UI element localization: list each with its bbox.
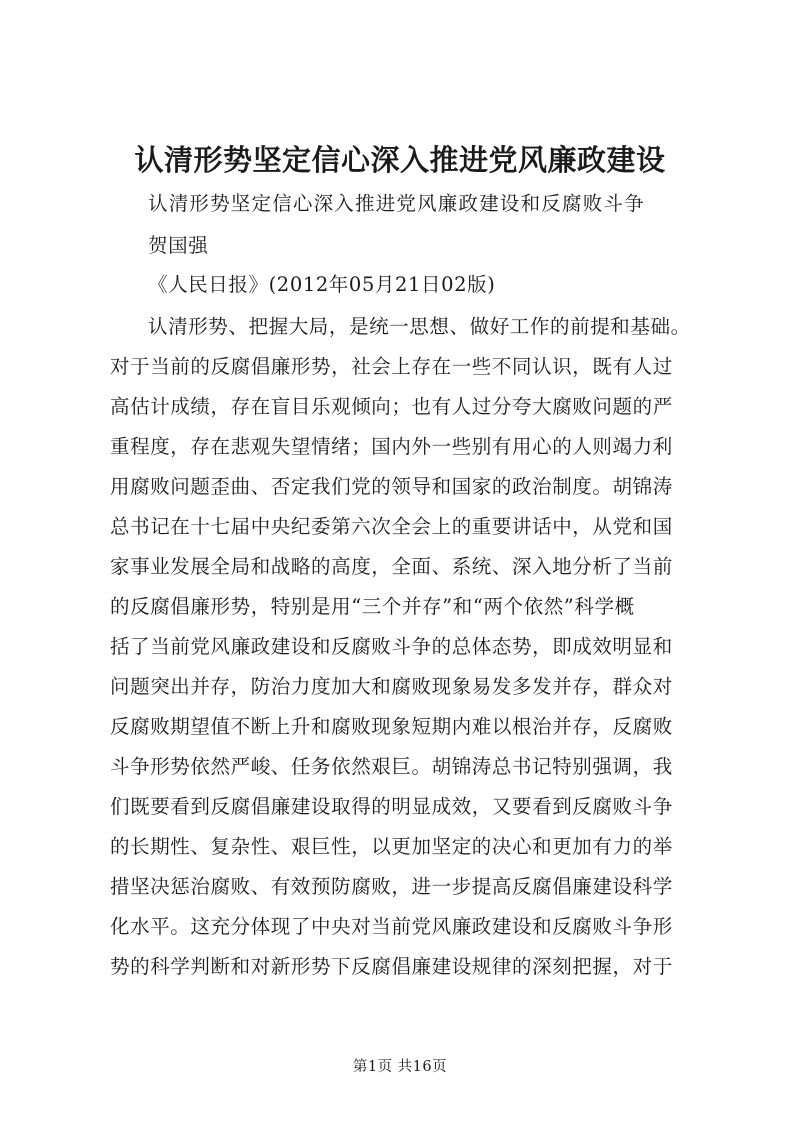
body-line: 的反腐倡廉形势，特别是用“三个并存”和“两个依然”科学概 bbox=[110, 595, 635, 618]
body-line: 高估计成绩，存在盲目乐观倾向；也有人过分夸大腐败问题的严 bbox=[110, 395, 673, 418]
body-line: 的长期性、复杂性、艰巨性，以更加坚定的决心和更加有力的举 bbox=[110, 835, 673, 858]
body-line: 势的科学判断和对新形势下反腐倡廉建设规律的深刻把握，对于 bbox=[110, 955, 673, 978]
body-line: 问题突出并存，防治力度加大和腐败现象易发多发并存，群众对 bbox=[110, 675, 673, 698]
body-line: 化水平。这充分体现了中央对当前党风廉政建设和反腐败斗争形 bbox=[110, 915, 673, 938]
body-line: 们既要看到反腐倡廉建设取得的明显成效，又要看到反腐败斗争 bbox=[110, 795, 673, 818]
page-number: 第1页 共16页 bbox=[352, 1059, 448, 1075]
body-line: 总书记在十七届中央纪委第六次全会上的重要讲话中，从党和国 bbox=[110, 515, 673, 538]
author: 贺国强 bbox=[148, 234, 209, 257]
body-line: 括了当前党风廉政建设和反腐败斗争的总体态势，即成效明显和 bbox=[110, 635, 673, 658]
body-line: 措坚决惩治腐败、有效预防腐败，进一步提高反腐倡廉建设科学 bbox=[110, 875, 673, 898]
body-line: 对于当前的反腐倡廉形势，社会上存在一些不同认识，既有人过 bbox=[110, 355, 673, 378]
body-line: 认清形势、把握大局，是统一思想、做好工作的前提和基础。 bbox=[148, 315, 691, 338]
body-line: 重程度，存在悲观失望情绪；国内外一些别有用心的人则竭力利 bbox=[110, 435, 673, 458]
source-line: 《人民日报》(2012年05月21日02版) bbox=[148, 273, 496, 296]
body-line: 斗争形势依然严峻、任务依然艰巨。胡锦涛总书记特别强调，我 bbox=[110, 755, 673, 778]
subtitle: 认清形势坚定信心深入推进党风廉政建设和反腐败斗争 bbox=[148, 192, 645, 215]
body-line: 用腐败问题歪曲、否定我们党的领导和国家的政治制度。胡锦涛 bbox=[110, 475, 673, 498]
body-line: 反腐败期望值不断上升和腐败现象短期内难以根治并存，反腐败 bbox=[110, 715, 673, 738]
body-line: 家事业发展全局和战略的高度，全面、系统、深入地分析了当前 bbox=[110, 555, 673, 578]
page-title: 认清形势坚定信心深入推进党风廉政建设 bbox=[134, 143, 666, 177]
